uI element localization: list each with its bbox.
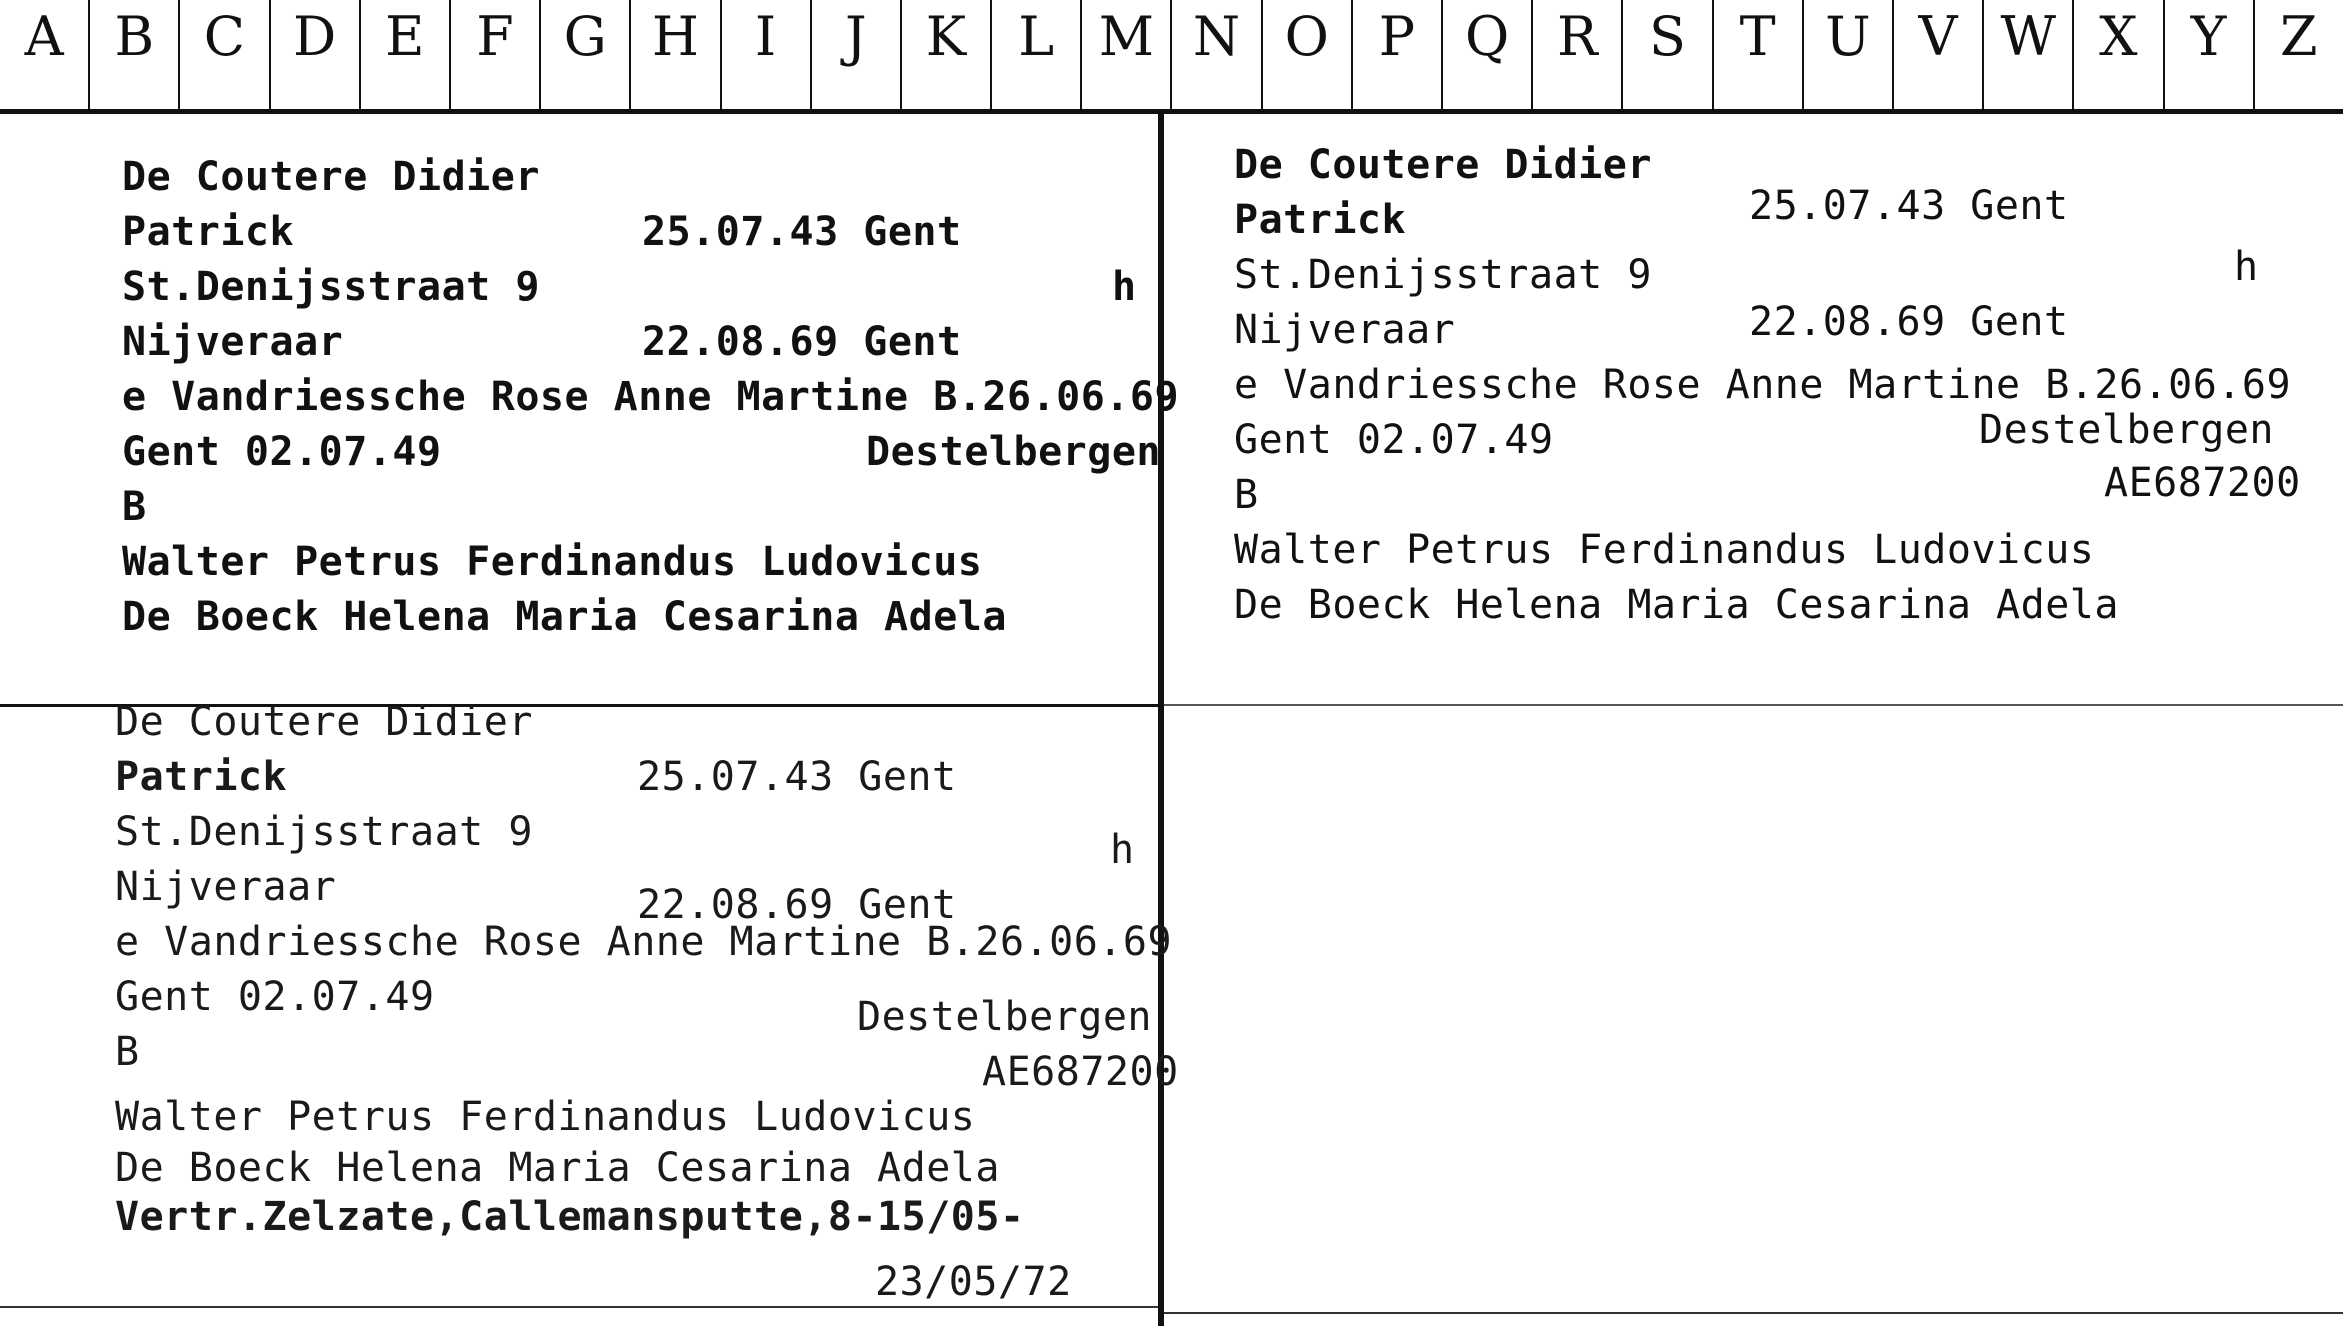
departure-date: 23/05/72 xyxy=(875,1259,1072,1305)
street-address: St.Denijsstraat 9 xyxy=(115,809,533,855)
alphabet-letter-y: Y xyxy=(2165,0,2255,109)
alphabet-letter-v: V xyxy=(1894,0,1984,109)
alphabet-letter-s: S xyxy=(1623,0,1713,109)
spouse-birth: Gent 02.07.49 xyxy=(1234,417,1554,463)
street-address: St.Denijsstraat 9 xyxy=(1234,252,1652,298)
alphabet-index-row xyxy=(0,0,2343,114)
document-number: AE687200 xyxy=(982,1049,1179,1095)
given-name: Patrick xyxy=(1234,197,1407,243)
residence: Destelbergen xyxy=(866,429,1161,475)
sex-marker: h xyxy=(1112,264,1137,310)
sex-marker: h xyxy=(2234,244,2259,290)
birth-date-place: 25.07.43 Gent xyxy=(637,754,957,800)
birth-date-place: 25.07.43 Gent xyxy=(642,209,962,255)
alphabet-letter-o: O xyxy=(1263,0,1353,109)
spouse-line: e Vandriessche Rose Anne Martine B.26.06.69 xyxy=(122,374,1180,420)
residence: Destelbergen xyxy=(1979,407,2274,453)
record-card-top-right xyxy=(1234,138,2304,633)
alphabet-letter-m: M xyxy=(1082,0,1172,109)
alphabet-letter-i: I xyxy=(722,0,812,109)
alphabet-letter-d: D xyxy=(271,0,361,109)
father-name: Walter Petrus Ferdinandus Ludovicus xyxy=(1234,527,2095,573)
person-name: De Coutere Didier xyxy=(115,699,533,745)
alphabet-letter-u: U xyxy=(1804,0,1894,109)
nationality: B xyxy=(1234,472,1259,518)
spouse-line: e Vandriessche Rose Anne Martine B.26.06.69 xyxy=(115,919,1173,965)
departure-note: Vertr.Zelzate,Callemansputte,8-15/05- xyxy=(115,1194,1025,1240)
alphabet-letter-h: H xyxy=(631,0,721,109)
alphabet-letter-r: R xyxy=(1533,0,1623,109)
marriage-date-place: 22.08.69 Gent xyxy=(637,882,957,928)
profession: Nijveraar xyxy=(1234,307,1456,353)
record-card-top-left xyxy=(122,150,1180,645)
alphabet-letter-c: C xyxy=(180,0,270,109)
spouse-birth: Gent 02.07.49 xyxy=(122,429,442,475)
street-address: St.Denijsstraat 9 xyxy=(122,264,540,310)
profession: Nijveraar xyxy=(122,319,344,365)
document-number: AE687200 xyxy=(2104,460,2301,506)
spouse-line: e Vandriessche Rose Anne Martine B.26.06.69 xyxy=(1234,362,2292,408)
mother-name: De Boeck Helena Maria Cesarina Adela xyxy=(122,594,1007,640)
alphabet-letter-a: A xyxy=(0,0,90,109)
alphabet-letter-w: W xyxy=(1984,0,2074,109)
birth-date-place: 25.07.43 Gent xyxy=(1749,183,2069,229)
alphabet-letter-f: F xyxy=(451,0,541,109)
alphabet-letter-l: L xyxy=(992,0,1082,109)
profession: Nijveraar xyxy=(115,864,337,910)
alphabet-letter-p: P xyxy=(1353,0,1443,109)
horizontal-divider-right xyxy=(1164,704,2343,706)
residence: Destelbergen xyxy=(857,994,1152,1040)
nationality: B xyxy=(122,484,147,530)
marriage-date-place: 22.08.69 Gent xyxy=(1749,299,2069,345)
alphabet-letter-q: Q xyxy=(1443,0,1533,109)
alphabet-letter-x: X xyxy=(2074,0,2164,109)
alphabet-letter-e: E xyxy=(361,0,451,109)
father-name: Walter Petrus Ferdinandus Ludovicus xyxy=(115,1094,976,1140)
marriage-date-place: 22.08.69 Gent xyxy=(642,319,962,365)
sex-marker: h xyxy=(1110,827,1135,873)
alphabet-letter-j: J xyxy=(812,0,902,109)
given-name: Patrick xyxy=(122,209,295,255)
alphabet-letter-b: B xyxy=(90,0,180,109)
father-name: Walter Petrus Ferdinandus Ludovicus xyxy=(122,539,983,585)
bottom-edge-right xyxy=(1164,1312,2343,1314)
alphabet-letter-n: N xyxy=(1172,0,1262,109)
mother-name: De Boeck Helena Maria Cesarina Adela xyxy=(115,1145,1000,1191)
alphabet-letter-k: K xyxy=(902,0,992,109)
given-name: Patrick xyxy=(115,754,288,800)
alphabet-letter-g: G xyxy=(541,0,631,109)
person-name: De Coutere Didier xyxy=(1234,142,1652,188)
person-name: De Coutere Didier xyxy=(122,154,540,200)
mother-name: De Boeck Helena Maria Cesarina Adela xyxy=(1234,582,2119,628)
record-card-bottom-left xyxy=(115,695,1179,1305)
spouse-birth: Gent 02.07.49 xyxy=(115,974,435,1020)
alphabet-letter-z: Z xyxy=(2280,5,2318,68)
nationality: B xyxy=(115,1029,140,1075)
alphabet-letter-t: T xyxy=(1714,0,1804,109)
